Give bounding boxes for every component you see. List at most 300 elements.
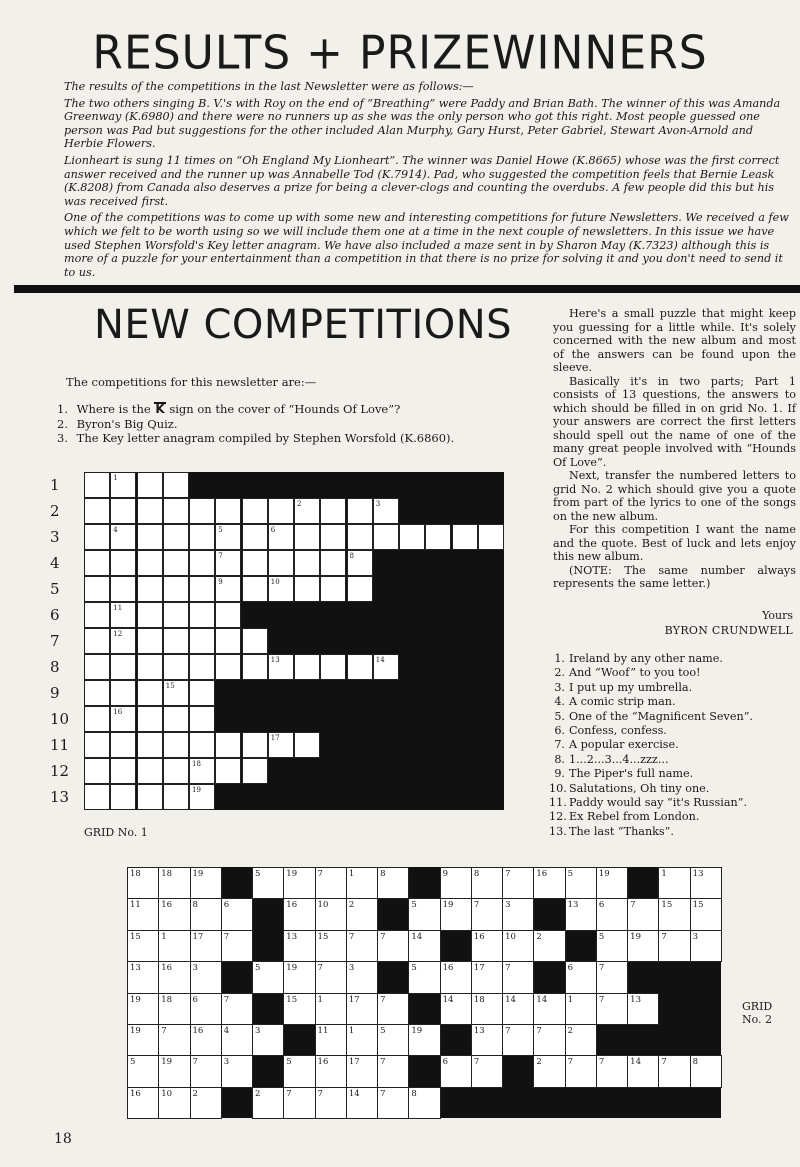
grid2-cell[interactable] [627, 993, 659, 1025]
grid1-cell[interactable] [242, 498, 268, 524]
grid1-cell[interactable] [215, 732, 241, 758]
grid1-cell[interactable] [268, 498, 294, 524]
grid2-cell[interactable] [533, 1024, 565, 1056]
grid2-cell[interactable] [565, 1024, 597, 1056]
cell-number: 16 [130, 1088, 141, 1099]
grid2-cell[interactable] [190, 993, 222, 1025]
grid1-cell[interactable] [84, 654, 110, 680]
cell-number: 7 [536, 1026, 542, 1036]
grid2-cell[interactable] [283, 1087, 315, 1119]
grid1-cell[interactable] [110, 524, 136, 550]
cell-number: 13 [692, 869, 704, 879]
grid2-cell[interactable] [502, 930, 534, 962]
grid2-cell[interactable] [690, 898, 722, 930]
grid2-cell[interactable] [190, 1087, 222, 1119]
grid1-cell[interactable] [137, 680, 163, 706]
grid2-cell[interactable] [533, 930, 565, 962]
grid1-cell[interactable] [373, 498, 399, 524]
cell-number: 4 [113, 526, 118, 534]
results-paragraph: The two others singing B. V.'s with Roy on the end of “Breathing” were Paddy and Brian Bath. The winner of this was Amanda Greenway (K.6980) and there were no runners up as she was the only person who got this right. Most people guessed one person was Pad but suggestions for the other included Alan Murphy, Gary Hurst, Peter Gabriel, Stewart Avon-Arnold and Herbie Flowers. [64, 96, 781, 151]
grid2-cell[interactable] [252, 961, 284, 993]
author-name: BYRON CRUNDWELL [664, 624, 793, 637]
puzzle-paragraph: For this competition I want the name and the quote. Best of luck and lets enjoy this new album. [553, 523, 796, 563]
cell-number: 14 [411, 931, 423, 942]
grid2-cell[interactable] [190, 867, 222, 899]
grid1-cell[interactable] [215, 654, 241, 680]
cell-number: 19 [411, 1026, 423, 1036]
grid-1 [84, 472, 504, 810]
grid1-cell[interactable] [110, 680, 136, 706]
grid2-cell[interactable] [283, 1055, 315, 1087]
cell-number: 7 [505, 963, 511, 974]
grid2-cell[interactable] [533, 867, 565, 899]
grid2-cell[interactable] [471, 930, 503, 962]
grid2-cell[interactable] [440, 898, 472, 930]
grid2-cell[interactable] [315, 930, 347, 962]
cell-number: 9 [218, 578, 223, 586]
grid1-row-label: 2 [50, 502, 60, 520]
results-paragraph: Lionheart is sung 11 times on “Oh England My Lionheart”. The winner was Daniel Howe (K.8665) whose was the first correct answer received and the runner up was Annabelle Tod (K.7914). Pad, who suggested the competition feels that Bernie Leask (K.8208) from Canada also deserves a prize for being a clever-clogs and counting the overdubs. A few people did this but his was received first. [64, 153, 780, 208]
grid1-cell[interactable] [242, 758, 268, 784]
grid2-cell[interactable] [127, 961, 159, 993]
grid2-cell[interactable] [158, 1055, 190, 1087]
grid2-cell[interactable] [283, 930, 315, 962]
grid1-cell[interactable] [137, 602, 163, 628]
grid2-cell[interactable] [158, 930, 190, 962]
grid2-cell[interactable] [283, 898, 315, 930]
grid2-cell[interactable] [502, 961, 534, 993]
grid1-cell[interactable] [84, 498, 110, 524]
cell-number: 3 [375, 500, 381, 508]
competitions-intro: The competitions for this newsletter are:— [66, 375, 317, 389]
grid1-cell[interactable] [163, 758, 189, 784]
grid2-cell[interactable] [377, 867, 409, 899]
grid1-cell[interactable] [84, 784, 110, 810]
grid2-cell[interactable] [221, 898, 253, 930]
grid2-cell[interactable] [565, 1055, 597, 1087]
grid2-cell[interactable] [596, 993, 628, 1025]
grid1-cell[interactable] [84, 680, 110, 706]
grid2-cell[interactable] [440, 1055, 472, 1087]
grid2-cell[interactable] [158, 993, 190, 1025]
cell-number: 7 [380, 1057, 386, 1068]
grid1-cell[interactable] [189, 602, 215, 628]
grid1-cell[interactable] [242, 576, 268, 602]
grid2-cell[interactable] [127, 1087, 159, 1119]
grid1-cell[interactable] [137, 732, 163, 758]
cell-number: 13 [270, 656, 280, 664]
grid2-cell[interactable] [408, 1024, 440, 1056]
grid2-cell[interactable] [690, 1055, 722, 1087]
grid2-cell[interactable] [658, 867, 690, 899]
grid2-cell[interactable] [408, 1087, 440, 1119]
cell-number: 19 [286, 963, 298, 974]
grid2-cell[interactable] [283, 993, 315, 1025]
grid1-cell[interactable] [478, 524, 504, 550]
grid1-row-label: 8 [50, 658, 60, 676]
grid2-cell[interactable] [440, 867, 472, 899]
grid1-cell[interactable] [110, 602, 136, 628]
grid1-cell[interactable] [163, 602, 189, 628]
cell-number: 5 [411, 900, 417, 911]
grid2-cell[interactable] [127, 867, 159, 899]
grid1-cell[interactable] [163, 784, 189, 810]
grid1-cell[interactable] [110, 706, 136, 732]
cell-number: 16 [113, 708, 123, 716]
grid1-cell[interactable] [215, 576, 241, 602]
grid1-cell[interactable] [215, 498, 241, 524]
grid1-cell[interactable] [110, 550, 136, 576]
grid2-cell[interactable] [377, 1087, 409, 1119]
grid2-cell[interactable] [190, 1024, 222, 1056]
grid1-cell[interactable] [189, 680, 215, 706]
grid2-cell[interactable] [408, 898, 440, 930]
puzzle-paragraph: Here's a small puzzle that might keep you guessing for a little while. It's solely concerned with the new album and most of the answers can be found upon the sleeve. [553, 307, 796, 374]
grid2-cell[interactable] [315, 961, 347, 993]
grid1-cell[interactable] [84, 602, 110, 628]
signoff: Yours [762, 609, 793, 622]
grid2-cell[interactable] [315, 1087, 347, 1119]
grid1-cell[interactable] [347, 550, 373, 576]
grid2-cell[interactable] [221, 1055, 253, 1087]
clue-item: 7. A popular exercise. [554, 738, 679, 752]
grid2-cell[interactable] [533, 1055, 565, 1087]
grid1-cell[interactable] [189, 784, 215, 810]
grid2-cell[interactable] [690, 867, 722, 899]
grid1-cell[interactable] [163, 524, 189, 550]
grid1-cell[interactable] [268, 576, 294, 602]
grid1-cell[interactable] [163, 706, 189, 732]
grid1-cell[interactable] [215, 602, 241, 628]
grid1-cell[interactable] [242, 550, 268, 576]
cell-number: 3 [692, 931, 699, 942]
grid1-cell[interactable] [110, 732, 136, 758]
grid2-cell[interactable] [658, 930, 690, 962]
cell-number: 14 [505, 994, 516, 1005]
grid1-cell[interactable] [163, 472, 189, 498]
grid1-cell[interactable] [189, 524, 215, 550]
grid2-cell[interactable] [565, 898, 597, 930]
grid1-cell[interactable] [268, 654, 294, 680]
grid2-cell[interactable] [471, 1024, 503, 1056]
cell-number: 7 [317, 1088, 323, 1099]
cell-number: 7 [286, 1088, 292, 1099]
grid2-cell[interactable] [377, 1024, 409, 1056]
grid1-cell[interactable] [163, 732, 189, 758]
grid1-cell[interactable] [347, 654, 373, 680]
cell-number: 6 [270, 526, 276, 534]
cell-number: 7 [223, 994, 230, 1005]
cell-number: 5 [598, 931, 605, 942]
grid2-cell[interactable] [408, 930, 440, 962]
grid1-cell[interactable] [425, 524, 451, 550]
grid2-cell[interactable] [596, 930, 628, 962]
cell-number: 8 [692, 1057, 699, 1068]
grid1-cell[interactable] [110, 472, 136, 498]
cell-number: 19 [130, 1026, 141, 1036]
grid2-cell[interactable] [658, 1055, 690, 1087]
cell-number: 14 [442, 994, 454, 1005]
cell-number: 5 [567, 869, 574, 879]
grid1-cell[interactable] [137, 784, 163, 810]
cell-number: 18 [473, 994, 485, 1005]
grid2-cell[interactable] [658, 898, 690, 930]
grid2-cell[interactable] [502, 993, 534, 1025]
cell-number: 19 [286, 869, 298, 879]
cell-number: 8 [473, 869, 480, 879]
clue-list [549, 652, 753, 839]
grid1-cell[interactable] [320, 550, 346, 576]
grid2-cell[interactable] [565, 867, 597, 899]
grid2-cell[interactable] [221, 1024, 253, 1056]
grid1-cell[interactable] [320, 576, 346, 602]
grid1-cell[interactable] [452, 524, 478, 550]
grid1-cell[interactable] [373, 524, 399, 550]
cell-number: 15 [317, 931, 329, 942]
grid2-cell[interactable] [502, 898, 534, 930]
grid1-cell[interactable] [110, 758, 136, 784]
grid1-cell[interactable] [84, 706, 110, 732]
grid2-cell[interactable] [596, 898, 628, 930]
cell-number: 7 [505, 869, 511, 879]
grid1-cell[interactable] [137, 550, 163, 576]
grid2-cell[interactable] [346, 1024, 378, 1056]
grid2-cell[interactable] [346, 961, 378, 993]
grid1-cell[interactable] [163, 654, 189, 680]
clue-item: 13. The last “Thanks”. [549, 824, 674, 838]
grid-2 [127, 867, 721, 1118]
grid1-cell[interactable] [163, 628, 189, 654]
grid2-cell[interactable] [158, 867, 190, 899]
grid1-cell[interactable] [399, 524, 425, 550]
grid1-caption: GRID No. 1 [84, 826, 148, 839]
cell-number: 17 [348, 994, 360, 1005]
grid2-cell[interactable] [283, 867, 315, 899]
grid1-row-label: 3 [50, 528, 60, 546]
cell-number: 7 [380, 1088, 386, 1099]
cell-number: 19 [442, 900, 454, 911]
clue-item: 1. Ireland by any other name. [554, 652, 723, 665]
grid2-cell[interactable] [533, 993, 565, 1025]
cell-number: 15 [661, 900, 673, 911]
grid1-cell[interactable] [163, 576, 189, 602]
grid1-cell[interactable] [189, 654, 215, 680]
grid1-cell[interactable] [163, 550, 189, 576]
cell-number: 17 [270, 734, 280, 742]
grid2-cell[interactable] [190, 898, 222, 930]
grid2-cell[interactable] [315, 993, 347, 1025]
grid1-cell[interactable] [347, 576, 373, 602]
grid2-cell[interactable] [127, 930, 159, 962]
grid2-cell[interactable] [471, 961, 503, 993]
grid2-cell[interactable] [127, 993, 159, 1025]
grid1-cell[interactable] [215, 550, 241, 576]
grid1-cell[interactable] [242, 732, 268, 758]
cell-number: 19 [192, 786, 201, 794]
grid2-cell[interactable] [221, 993, 253, 1025]
grid1-cell[interactable] [215, 524, 241, 550]
grid1-cell[interactable] [320, 654, 346, 680]
cell-number: 7 [223, 931, 230, 942]
cell-number: 18 [192, 760, 201, 768]
grid2-cell[interactable] [190, 930, 222, 962]
cell-number: 12 [113, 630, 123, 638]
cell-number: 2 [255, 1088, 261, 1099]
grid2-cell[interactable] [127, 898, 159, 930]
grid1-cell[interactable] [137, 524, 163, 550]
grid2-cell[interactable] [315, 1055, 347, 1087]
grid1-cell[interactable] [110, 628, 136, 654]
grid1-cell[interactable] [84, 576, 110, 602]
grid1-cell[interactable] [137, 498, 163, 524]
grid1-cell[interactable] [163, 498, 189, 524]
grid2-cell[interactable] [565, 961, 597, 993]
grid1-cell[interactable] [347, 498, 373, 524]
grid1-cell[interactable] [215, 628, 241, 654]
grid1-cell[interactable] [84, 472, 110, 498]
cell-number: 19 [192, 869, 204, 879]
grid1-cell[interactable] [137, 472, 163, 498]
grid2-cell[interactable] [190, 1055, 222, 1087]
grid1-cell[interactable] [110, 576, 136, 602]
cell-number: 7 [380, 931, 386, 942]
grid2-cell[interactable] [315, 867, 347, 899]
grid1-cell[interactable] [137, 628, 163, 654]
grid2-cell[interactable] [346, 993, 378, 1025]
grid2-cell[interactable] [690, 930, 722, 962]
clue-item: 9. The Piper's full name. [554, 767, 694, 781]
grid2-cell[interactable] [440, 993, 472, 1025]
grid1-cell[interactable] [189, 758, 215, 784]
grid2-cell[interactable] [252, 867, 284, 899]
cell-number: 16 [192, 1026, 204, 1036]
grid2-cell[interactable] [627, 930, 659, 962]
grid2-cell[interactable] [627, 898, 659, 930]
grid1-cell[interactable] [189, 628, 215, 654]
grid1-cell[interactable] [320, 498, 346, 524]
competition-item: 1. Where is the K sign on the cover of “Hounds Of Love”? [57, 402, 401, 416]
grid1-cell[interactable] [189, 576, 215, 602]
grid1-cell[interactable] [137, 576, 163, 602]
cell-number: 1 [567, 994, 574, 1005]
grid2-cell[interactable] [565, 993, 597, 1025]
grid1-cell[interactable] [294, 576, 320, 602]
grid2-cell[interactable] [158, 1024, 190, 1056]
grid1-cell[interactable] [84, 758, 110, 784]
grid1-row-label: 10 [50, 710, 70, 728]
grid2-cell[interactable] [221, 930, 253, 962]
cell-number: 6 [192, 994, 198, 1005]
grid2-cell[interactable] [346, 930, 378, 962]
grid1-cell[interactable] [137, 654, 163, 680]
grid2-cell[interactable] [315, 898, 347, 930]
grid2-cell[interactable] [596, 961, 628, 993]
grid2-cell[interactable] [471, 898, 503, 930]
grid2-cell[interactable] [127, 1055, 159, 1087]
grid2-cell[interactable] [346, 1087, 378, 1119]
grid1-cell[interactable] [268, 550, 294, 576]
grid2-cell[interactable] [252, 1024, 284, 1056]
cell-number: 16 [161, 900, 173, 911]
grid1-cell[interactable] [84, 550, 110, 576]
grid1-cell[interactable] [163, 680, 189, 706]
grid2-cell[interactable] [627, 1055, 659, 1087]
grid1-cell[interactable] [294, 524, 320, 550]
grid1-cell[interactable] [347, 524, 373, 550]
grid2-cell[interactable] [127, 1024, 159, 1056]
grid1-cell[interactable] [242, 654, 268, 680]
grid2-cell[interactable] [315, 1024, 347, 1056]
grid1-cell[interactable] [84, 628, 110, 654]
grid1-cell[interactable] [320, 524, 346, 550]
grid1-row-label: 13 [50, 788, 70, 806]
grid1-cell[interactable] [189, 550, 215, 576]
grid1-cell[interactable] [294, 654, 320, 680]
k-sign-icon: K [155, 402, 165, 416]
page-number: 18 [54, 1131, 72, 1147]
grid2-cell[interactable] [471, 867, 503, 899]
grid2-cell[interactable] [158, 1087, 190, 1119]
grid2-cell[interactable] [408, 961, 440, 993]
grid1-cell[interactable] [84, 524, 110, 550]
grid2-cell[interactable] [471, 993, 503, 1025]
grid1-cell[interactable] [294, 732, 320, 758]
grid2-cell[interactable] [190, 961, 222, 993]
cell-number: 7 [317, 869, 323, 879]
grid2-cell[interactable] [596, 1055, 628, 1087]
grid1-cell[interactable] [137, 758, 163, 784]
grid2-cell[interactable] [377, 993, 409, 1025]
grid2-cell[interactable] [346, 1055, 378, 1087]
grid2-cell[interactable] [158, 961, 190, 993]
grid2-cell[interactable] [377, 930, 409, 962]
grid1-cell[interactable] [84, 732, 110, 758]
cell-number: 5 [130, 1057, 136, 1068]
competition-item: 2. Byron's Big Quiz. [57, 416, 178, 431]
grid1-cell[interactable] [215, 758, 241, 784]
grid2-cell[interactable] [346, 898, 378, 930]
grid2-cell[interactable] [158, 898, 190, 930]
grid1-cell[interactable] [373, 654, 399, 680]
grid1-cell[interactable] [189, 498, 215, 524]
grid1-cell[interactable] [268, 524, 294, 550]
grid1-cell[interactable] [242, 524, 268, 550]
grid2-cell[interactable] [596, 867, 628, 899]
grid1-cell[interactable] [110, 498, 136, 524]
grid1-cell[interactable] [294, 550, 320, 576]
grid1-cell[interactable] [242, 628, 268, 654]
grid2-cell[interactable] [502, 1024, 534, 1056]
cell-number: 11 [317, 1026, 329, 1036]
grid2-cell[interactable] [346, 867, 378, 899]
grid1-cell[interactable] [268, 732, 294, 758]
grid1-cell[interactable] [294, 498, 320, 524]
grid2-cell[interactable] [440, 961, 472, 993]
cell-number: 1 [161, 931, 167, 942]
clue-item: 4. A comic strip man. [554, 695, 676, 709]
grid2-cell[interactable] [502, 867, 534, 899]
grid2-cell[interactable] [283, 961, 315, 993]
cell-number: 6 [567, 963, 574, 974]
grid2-cell[interactable] [377, 1055, 409, 1087]
grid1-cell[interactable] [137, 706, 163, 732]
grid1-cell[interactable] [189, 732, 215, 758]
grid1-cell[interactable] [110, 654, 136, 680]
grid2-cell[interactable] [471, 1055, 503, 1087]
grid2-cell[interactable] [252, 1087, 284, 1119]
grid1-cell[interactable] [110, 784, 136, 810]
grid1-cell[interactable] [189, 706, 215, 732]
